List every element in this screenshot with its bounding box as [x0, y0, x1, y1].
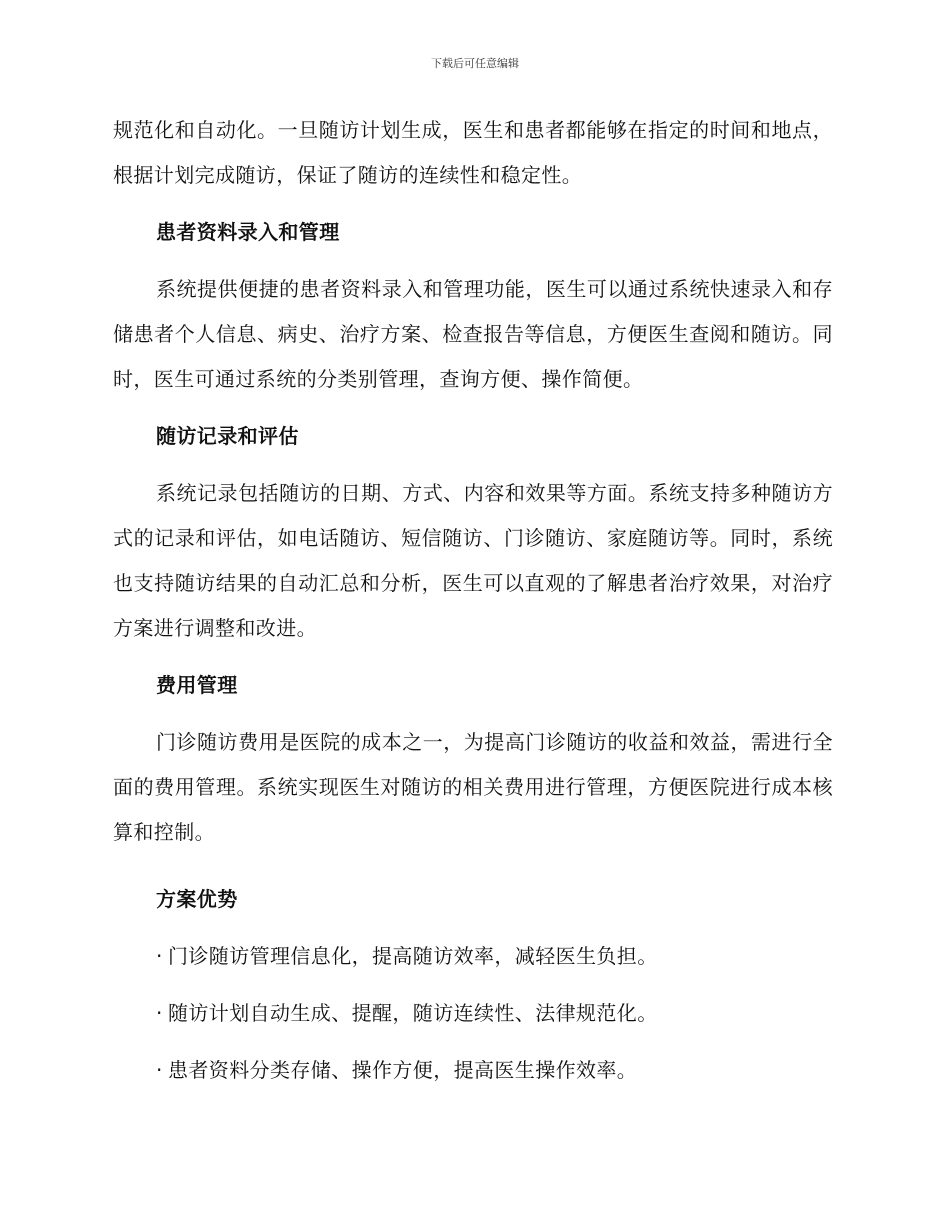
section-body-cost-management: 门诊随访费用是医院的成本之一，为提高门诊随访的收益和效益，需进行全面的费用管理。系统实现医生对随访的相关费用进行管理，方便医院进行成本核算和控制。 — [113, 730, 833, 844]
advantage-item-text: 门诊随访管理信息化，提高随访效率，减轻医生负担。 — [168, 944, 658, 968]
header-note: 下载后可任意编辑 — [431, 57, 519, 70]
advantage-item-text: 随访计划自动生成、提醒，随访连续性、法律规范化。 — [168, 1001, 658, 1025]
advantage-item-text: 患者资料分类存储、操作方便，提高医生操作效率。 — [168, 1058, 638, 1082]
advantage-item — [156, 991, 833, 1036]
advantage-item — [156, 934, 833, 979]
section-heading-cost-management: 费用管理 — [156, 673, 238, 697]
bullet-dot: · — [156, 944, 163, 968]
section-heading-patient-records: 患者资料录入和管理 — [156, 220, 340, 244]
section-body-patient-records: 系统提供便捷的患者资料录入和管理功能，医生可以通过系统快速录入和存储患者个人信息、病史、治疗方案、检查报告等信息，方便医生查阅和随访。同时，医生可通过系统的分类别管理，查询方便、操作简便。 — [113, 277, 833, 391]
section-heading-followup-records: 随访记录和评估 — [156, 424, 299, 448]
intro-paragraph: 规范化和自动化。一旦随访计划生成，医生和患者都能够在指定的时间和地点，根据计划完成随访，保证了随访的连续性和稳定性。 — [113, 118, 833, 187]
advantage-item — [156, 1048, 833, 1093]
bullet-dot: · — [156, 1058, 163, 1082]
section-heading-advantages: 方案优势 — [156, 887, 238, 911]
section-body-followup-records: 系统记录包括随访的日期、方式、内容和效果等方面。系统支持多种随访方式的记录和评估，如电话随访、短信随访、门诊随访、家庭随访等。同时，系统也支持随访结果的自动汇总和分析，医生可以直观的了解患者治疗效果，对治疗方案进行调整和改进。 — [113, 481, 833, 640]
bullet-dot: · — [156, 1001, 163, 1025]
document-body — [113, 108, 833, 1105]
